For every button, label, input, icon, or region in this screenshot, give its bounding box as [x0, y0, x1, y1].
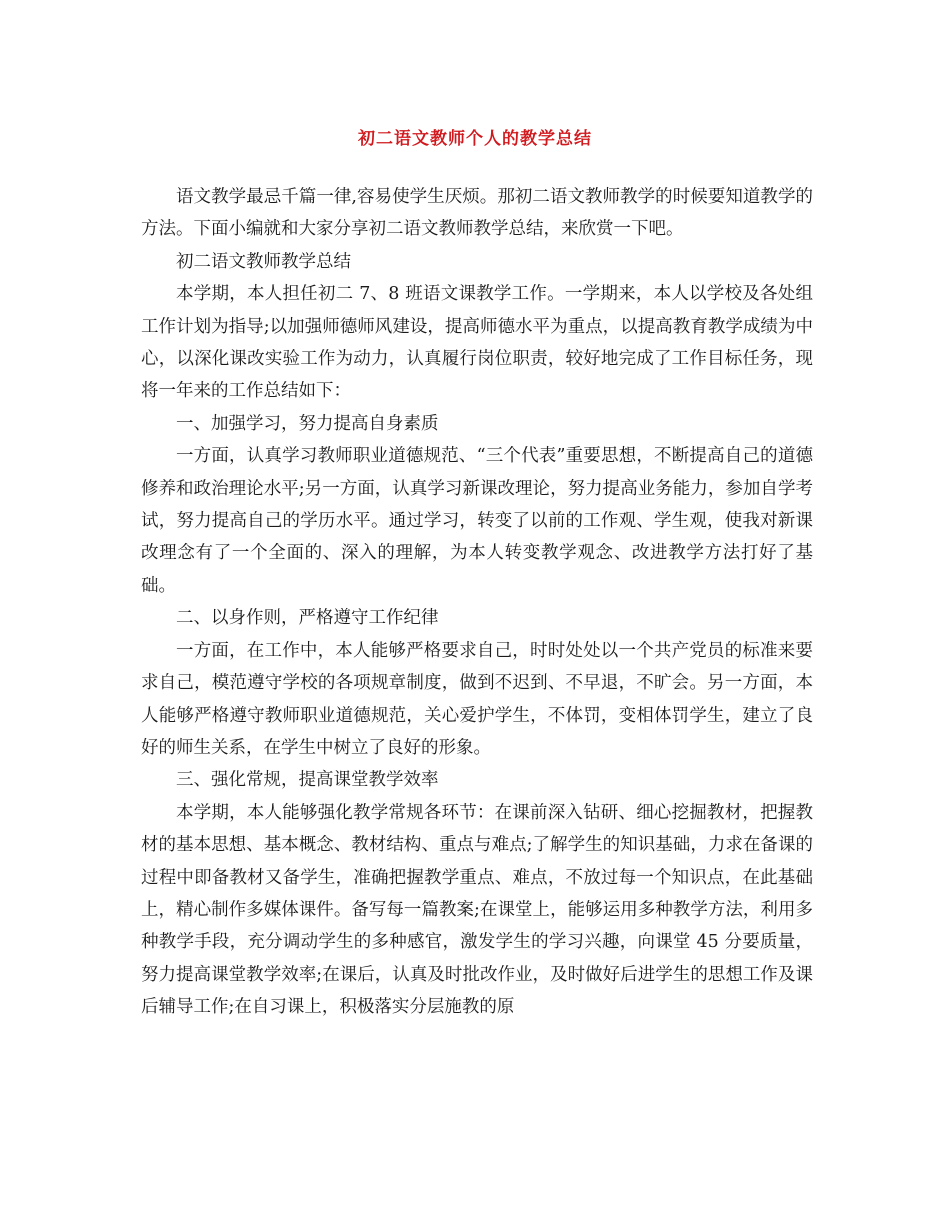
document-title: 初二语文教师个人的教学总结 [358, 129, 592, 149]
paragraph-discipline: 一方面，在工作中，本人能够严格要求自己，时时处处以一个共产党员的标准来要求自己，模范遵守学校的各项规章制度，做到不迟到、不早退，不旷会。另一方面，本人能够严格遵守教师职业道德规范，关心爱护学生，不体罚，变相体罚学生，建立了良好的师生关系，在学生中树立了良好的形象。 [141, 640, 813, 758]
paragraph-study: 一方面，认真学习教师职业道德规范、“三个代表”重要思想，不断提高自己的道德修养和政治理论水平;另一方面，认真学习新课改理论，努力提高业务能力，参加自学考试，努力提高自己的学历水平。通过学习，转变了以前的工作观、学生观，使我对新课改理念有了一个全面的、深入的理解，为本人转变教学观念、改进教学方法打好了基础。 [141, 446, 813, 596]
paragraph-intro: 语文教学最忌千篇一律,容易使学生厌烦。那初二语文教师教学的时候要知道教学的方法。下面小编就和大家分享初二语文教师教学总结，来欣赏一下吧。 [141, 187, 813, 240]
section-heading-routine: 三、强化常规，提高课堂教学效率 [176, 770, 439, 791]
paragraph-routine: 本学期，本人能够强化教学常规各环节：在课前深入钻研、细心挖掘教材，把握教材的基本思想、基本概念、教材结构、重点与难点;了解学生的知识基础，力求在备课的过程中即备教材又备学生，准确把握教学重点、难点，不放过每一个知识点，在此基础上，精心制作多媒体课件。备写每一篇教案;在课堂上，能够运用多种教学方法，利用多种教学手段，充分调动学生的多种感官，激发学生的学习兴趣，向课堂 45 分要质量，努力提高课堂教学效率;在课后，认真及时批改作业，及时做好后进学生的思想工作及课后辅导工作;在自习课上，积极落实分层施教的原 [141, 802, 813, 1018]
paragraph-overview: 本学期，本人担任初二 7、8 班语文课教学工作。一学期来，本人以学校及各处组工作计划为指导;以加强师德师风建设，提高师德水平为重点，以提高教育教学成绩为中心，以深化课改实验工作为动力，认真履行岗位职责，较好地完成了工作目标任务，现将一年来的工作总结如下： [141, 284, 813, 402]
document-body [141, 181, 813, 1024]
section-heading-study: 一、加强学习，努力提高自身素质 [176, 413, 439, 434]
section-heading-summary: 初二语文教师教学总结 [176, 251, 351, 272]
section-heading-discipline: 二、以身作则，严格遵守工作纪律 [176, 608, 439, 629]
